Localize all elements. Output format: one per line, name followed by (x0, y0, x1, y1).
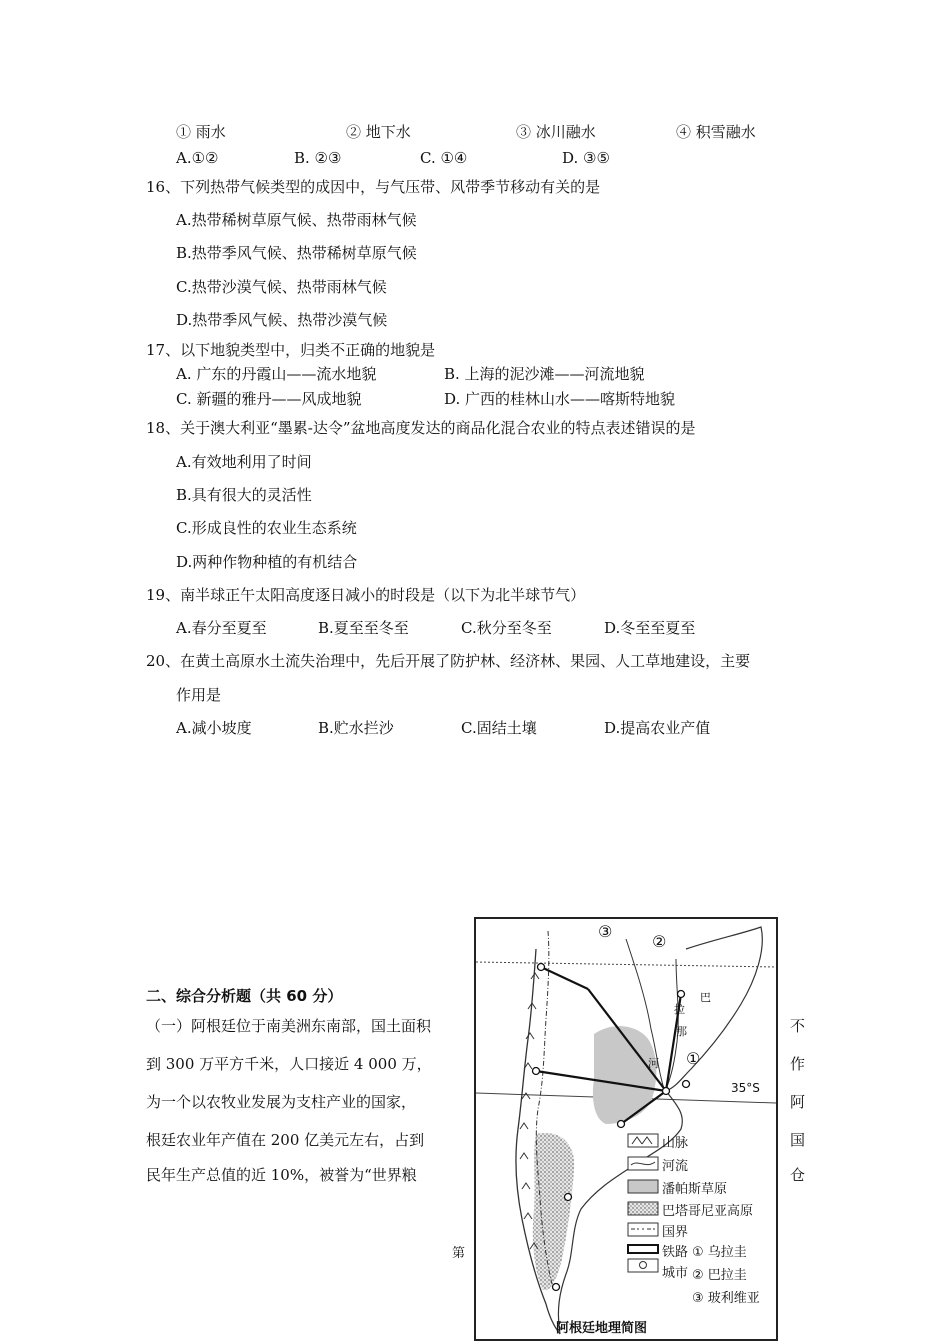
legend-mountain-label: 山脉 (662, 1136, 689, 1151)
q20-stem-cont: 作用是 (176, 686, 222, 704)
q17-option-b: B. 上海的泥沙滩——河流地貌 (444, 365, 645, 383)
q15-choice: B. ②③ (294, 149, 342, 167)
legend-swatches (628, 1134, 658, 1272)
river-label-char: 巴 (700, 991, 711, 1004)
q15-option: ③ 冰川融水 (516, 123, 596, 141)
q15-option: ② 地下水 (346, 123, 411, 141)
q20-option-d: D.提高农业产值 (604, 719, 711, 737)
paragraph-line: 到 300 万平方千米，人口接近 4 000 万， (146, 1055, 432, 1073)
pampas-region (593, 1026, 656, 1124)
paragraph-tail-char: 国 (790, 1131, 806, 1149)
q16-stem: 16、下列热带气候类型的成因中，与气压带、风带季节移动有关的是 (146, 178, 601, 196)
q18-stem: 18、关于澳大利亚“墨累-达令”盆地高度发达的商品化混合农业的特点表述错误的是 (146, 419, 696, 437)
q16-option-b: B.热带季风气候、热带稀树草原气候 (176, 244, 417, 262)
q20-option-c: C.固结土壤 (461, 719, 537, 737)
q19-stem: 19、南半球正午太阳高度逐日减小的时段是（以下为北半球节气） (146, 586, 586, 604)
legend-pampas-label: 潘帕斯草原 (662, 1182, 728, 1197)
river-label-char: 河 (648, 1057, 659, 1070)
legend-river-label: 河流 (662, 1159, 689, 1174)
q18-option-b: B.具有很大的灵活性 (176, 486, 312, 504)
parallel-line (476, 962, 776, 967)
paragraph-tail-char: 不 (790, 1017, 806, 1035)
paragraph-line: 为一个以农牧业发展为支柱产业的国家， (146, 1093, 417, 1111)
q20-stem: 20、在黄土高原水土流失治理中，先后开展了防护林、经济林、果园、人工草地建设，主要 (146, 652, 751, 670)
paragraph-tail-char: 作 (790, 1055, 806, 1073)
q20-option-a: A.减小坡度 (176, 719, 252, 737)
marker-3: ③ (598, 922, 613, 941)
legend-railway-label: 铁路 (662, 1245, 689, 1260)
q20-option-b: B.贮水拦沙 (318, 719, 394, 737)
q15-option: ① 雨水 (176, 123, 226, 141)
q19-option-c: C.秋分至冬至 (461, 619, 552, 637)
paragraph-line: （一）阿根廷位于南美洲东南部，国土面积 (146, 1017, 432, 1035)
q15-choice: A.①② (176, 149, 219, 167)
paragraph-line: 民年生产总值的近 10%，被誉为“世界粮 (146, 1166, 417, 1184)
legend-border-label: 国界 (662, 1225, 689, 1240)
q16-option-d: D.热带季风气候、热带沙漠气候 (176, 311, 388, 329)
q15-option: ④ 积雪融水 (676, 123, 756, 141)
latitude-label: 35°S (731, 1081, 760, 1095)
paragraph-tail-char: 阿 (790, 1093, 806, 1111)
marker-2: ② (652, 932, 667, 951)
q19-option-a: A.春分至夏至 (176, 619, 267, 637)
q17-stem: 17、以下地貌类型中，归类不正确的地貌是 (146, 341, 436, 359)
key-uruguay: ① 乌拉圭 (692, 1245, 747, 1260)
section-heading: 二、综合分析题（共 60 分） (146, 987, 343, 1005)
argentina-map (474, 917, 778, 1341)
q18-option-c: C.形成良性的农业生态系统 (176, 519, 357, 537)
q17-option-d: D. 广西的桂林山水——喀斯特地貌 (444, 390, 676, 408)
q17-option-a: A. 广东的丹霞山——流水地貌 (176, 365, 377, 383)
q15-choice: C. ①④ (420, 149, 468, 167)
legend-city-label: 城市 (662, 1266, 689, 1281)
q18-option-d: D.两种作物种植的有机结合 (176, 553, 358, 571)
key-paraguay: ② 巴拉圭 (692, 1268, 747, 1283)
q17-option-c: C. 新疆的雅丹——风成地貌 (176, 390, 362, 408)
legend-patagonia-label: 巴塔哥尼亚高原 (662, 1204, 754, 1219)
q19-option-d: D.冬至至夏至 (604, 619, 696, 637)
river-label-char: 那 (676, 1025, 687, 1038)
paragraph-line: 根廷农业年产值在 200 亿美元左右，占到 (146, 1131, 425, 1149)
q19-option-b: B.夏至至冬至 (318, 619, 409, 637)
q15-choice: D. ③⑤ (562, 149, 610, 167)
map-caption: 阿根廷地理简图 (556, 1321, 648, 1336)
river-label-char: 拉 (674, 1003, 685, 1016)
page-footer: 第 (452, 1246, 466, 1261)
paragraph-tail-char: 仓 (790, 1166, 806, 1184)
marker-1: ① (686, 1049, 701, 1068)
q16-option-c: C.热带沙漠气候、热带雨林气候 (176, 278, 387, 296)
q18-option-a: A.有效地利用了时间 (176, 453, 312, 471)
q16-option-a: A.热带稀树草原气候、热带雨林气候 (176, 211, 417, 229)
key-bolivia: ③ 玻利维亚 (692, 1291, 760, 1306)
